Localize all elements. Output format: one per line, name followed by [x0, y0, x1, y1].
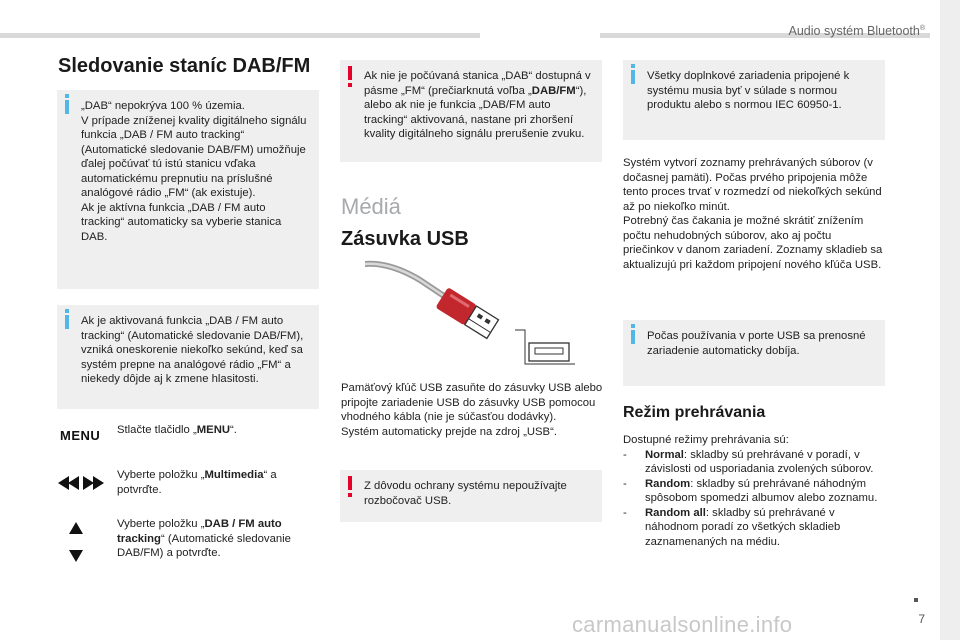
step-select-dab-fm-tracking: Vyberte položku „DAB / FM auto tracking“ (Automatické sledovanie DAB/FM) a potvrďte.	[117, 518, 291, 559]
modes-intro: Dostupné režimy prehrávania sú:	[623, 434, 789, 446]
section-title-media: Médiá	[341, 194, 401, 219]
step-press-menu: Stlačte tlačidlo „MENU“.	[117, 424, 237, 436]
mode-random-all: - Random all: skladby sú prehrávané v náhodnom poradí zo všetkých skladieb zaznamenaných na médiu.	[623, 506, 841, 548]
mode-random: - Random: skladby sú prehrávané náhodným spôsobom spomedzi albumov alebo zoznamu.	[623, 477, 878, 504]
page-number: 7	[918, 612, 925, 626]
warning-icon	[348, 66, 352, 80]
info-text-autotracking-delay: Ak je aktivovaná funkcia „DAB / FM auto tracking“ (Automatické sledovanie DAB/FM), vzniká oneskorenie niekoľko sekúnd, keď sa systém prepne na analógové rádio „FM“ a niekedy dôjde aj k zmene hlasitosti.	[81, 315, 304, 385]
prev-next-icon	[58, 475, 104, 491]
usb-stick-illustration	[365, 258, 575, 366]
watermark: carmanualsonline.info	[572, 612, 793, 637]
info-icon	[631, 330, 635, 344]
page-side-strip	[940, 0, 960, 640]
running-header: Audio systém Bluetooth®	[788, 24, 925, 38]
info-box-charging	[623, 320, 885, 386]
info-box-iec-standard	[623, 60, 885, 140]
info-box-autotracking-delay	[57, 305, 319, 409]
info-text-iec-standard: Všetky doplnkové zariadenia pripojené k systému musia byť v súlade s normou produktu alebo s normou IEC 60950-1.	[647, 70, 850, 111]
mode-normal: - Normal: skladby sú prehrávané v poradí, v závislosti od usporiadania zvolených súborov.	[623, 448, 874, 475]
heading-dab-fm: Sledovanie staníc DAB/FM	[58, 55, 311, 77]
usb-instructions: Pamäťový kľúč USB zasuňte do zásuvky USB alebo pripojte zariadenie USB do zásuvky USB pomocou vhodného kábla (nie je súčasťou dodávky). Systém automaticky prejde na zdroj „USB“.	[341, 382, 603, 438]
page-dot	[914, 598, 918, 602]
warning-icon	[348, 476, 352, 490]
info-text-dab-coverage: „DAB“ nepokrýva 100 % územia. V prípade zníženej kvality digitálneho signálu funkcia „DAB / FM auto tracking“ (Automatické sledovanie DAB/FM) umožňuje ďalej počúvať tú istú stanicu vďaka automatickému prepnutiu na príslušné analógové rádio „FM“ (ak existuje). Ak je aktívna funkcia „DAB / FM auto tracking“ automaticky sa vyberie stanica DAB.	[81, 100, 307, 243]
warning-box-usb-hub	[340, 470, 602, 522]
info-box-dab-coverage	[57, 90, 319, 289]
warning-box-signal-loss	[340, 60, 602, 162]
step-select-multimedia: Vyberte položku „Multimedia“ a potvrďte.	[117, 469, 277, 496]
info-icon	[65, 100, 69, 114]
heading-usb-socket: Zásuvka USB	[341, 228, 469, 250]
warning-text-signal-loss: Ak nie je počúvaná stanica „DAB“ dostupná v pásme „FM“ (prečiarknutá voľba „DAB/FM“), alebo ak nie je funkcia „DAB/FM auto tracking“ aktivovaná, nastane pri zhoršení kvality digitálneho signálu prerušenie zvuku.	[364, 70, 591, 140]
info-text-charging: Počas používania v porte USB sa prenosné zariadenie automaticky dobíja.	[647, 330, 866, 357]
top-rule-left	[0, 33, 480, 38]
menu-button-icon: MENU	[60, 428, 101, 443]
playback-modes-list	[623, 433, 885, 549]
playlist-creation-text: Systém vytvorí zoznamy prehrávaných súborov (v dočasnej pamäti). Počas prvého pripojenia môže tento proces trvať v rozmedzí od niekoľkých sekúnd až po niekoľko minút. Potrebný čas čakania je možné skrátiť znížením počtu nehudobných súborov, ako aj počtu priečinkov v danom zariadení. Zoznamy skladieb sa aktualizujú pri každom pripojení nového kľúča USB.	[623, 157, 883, 271]
warning-text-usb-hub: Z dôvodu ochrany systému nepoužívajte rozbočovač USB.	[364, 480, 567, 507]
up-down-arrows-icon	[69, 522, 83, 564]
info-icon	[631, 70, 635, 84]
info-icon	[65, 315, 69, 329]
heading-playback-mode: Režim prehrávania	[623, 404, 766, 421]
